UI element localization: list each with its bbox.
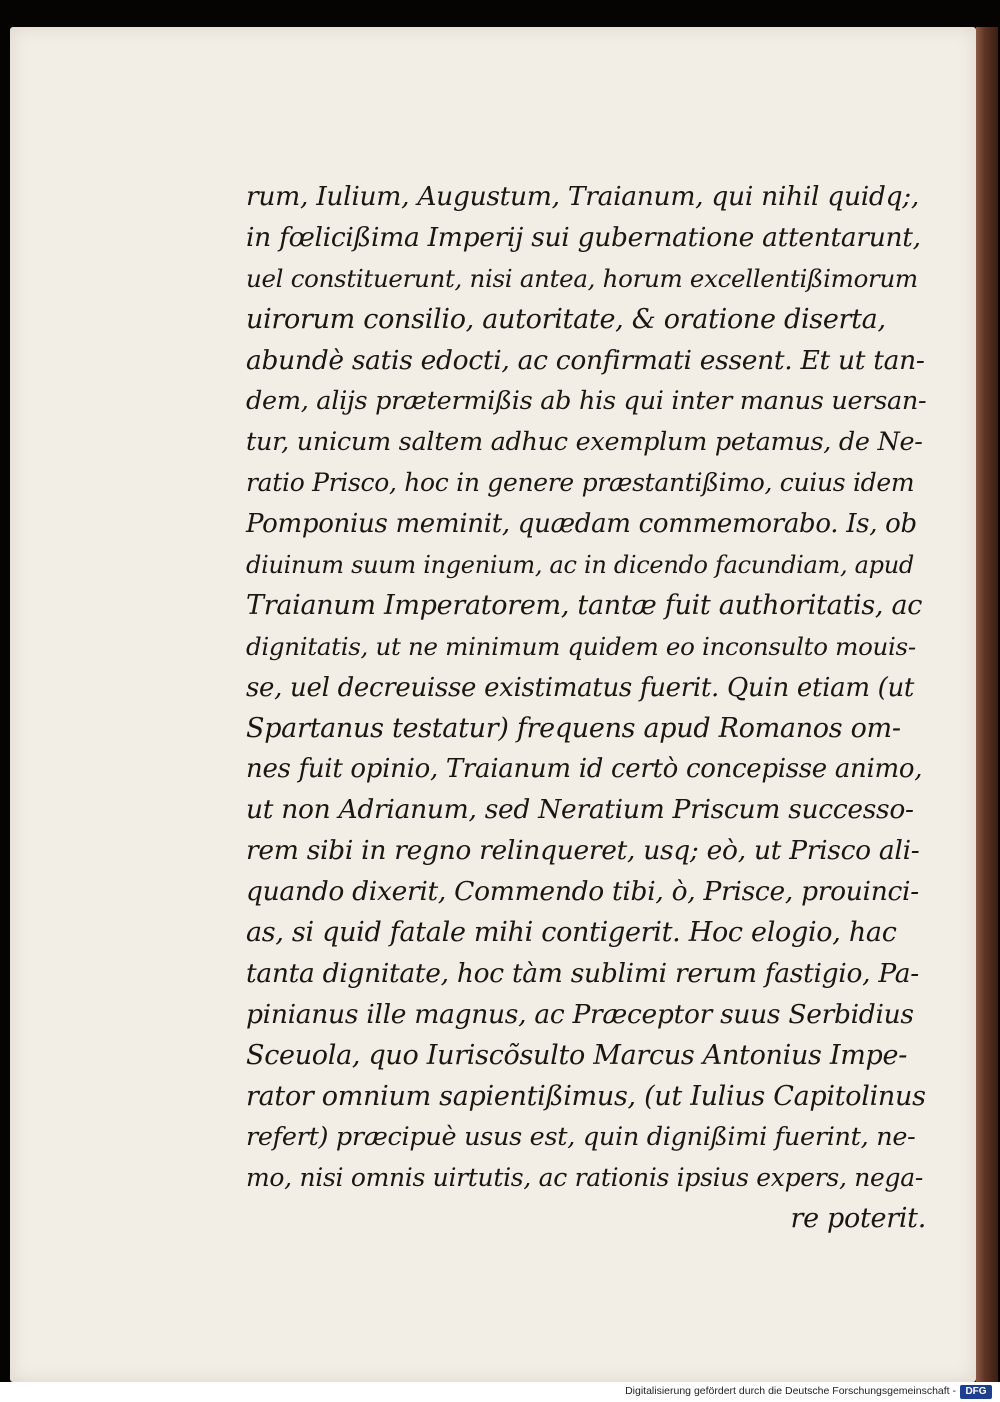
text-line: rem sibi in regno relinqueret, usq; eò, ut Prisco ali- <box>246 835 920 867</box>
text-line: uirorum consilio, autoritate, & oratione diserta, <box>246 303 886 335</box>
text-line: abundè satis edocti, ac confirmati essent. Et ut tan- <box>246 344 925 376</box>
book-page-edge <box>976 27 998 1382</box>
text-line: Pomponius meminit, quædam commemorabo. Is, ob <box>246 509 917 540</box>
text-line: ut non Adrianum, sed Neratium Priscum successo- <box>246 794 914 826</box>
text-line: in fœlicißima Imperij sui gubernatione attentarunt, <box>246 221 921 253</box>
text-line: diuinum suum ingenium, ac in dicendo facundiam, apud <box>246 551 914 580</box>
text-line: se, uel decreuisse existimatus fuerit. Quin etiam (ut <box>246 672 915 703</box>
text-line: mo, nisi omnis uirtutis, ac rationis ipsius expers, nega- <box>246 1163 924 1193</box>
text-line: dem, alijs prætermißis ab his qui inter manus uersan- <box>246 386 927 417</box>
text-line: rator omnium sapientißimus, (ut Iulius Capitolinus <box>246 1080 926 1112</box>
text-line: tanta dignitate, hoc tàm sublimi rerum fastigio, Pa- <box>246 957 919 989</box>
text-line: as, si quid fatale mihi contigerit. Hoc elogio, hac <box>246 917 897 949</box>
dfg-logo-icon: DFG <box>960 1385 992 1399</box>
digitization-footer <box>0 1382 1000 1402</box>
text-line: refert) præcipuè usus est, quin dignißimi fuerint, ne- <box>246 1122 916 1153</box>
page-text-block <box>246 177 926 1240</box>
text-line: Sceuola, quo Iuriscõsulto Marcus Antonius Impe- <box>246 1039 908 1071</box>
text-line: dignitatis, ut ne minimum quidem eo inconsulto mouis- <box>246 631 916 661</box>
text-line: ratio Prisco, hoc in genere præstantißimo, cuius idem <box>246 468 915 498</box>
text-line: nes fuit opinio, Traianum id certò concepisse animo, <box>246 754 923 785</box>
text-line: tur, unicum saltem adhuc exemplum petamus, de Ne- <box>246 427 923 458</box>
text-line: quando dixerit, Commendo tibi, ò, Prisce, prouinci- <box>246 876 919 908</box>
text-line: rum, Iulium, Augustum, Traianum, qui nihil quidq;, <box>246 181 919 212</box>
text-line: Traianum Imperatorem, tantæ fuit authoritatis, ac <box>246 589 923 621</box>
book-page <box>10 27 976 1382</box>
text-line: pinianus ille magnus, ac Præceptor suus Serbidius <box>246 998 914 1030</box>
text-line: uel constituerunt, nisi antea, horum excellentißimorum <box>246 263 918 293</box>
text-line: Spartanus testatur) frequens apud Romanos om- <box>246 712 901 744</box>
funding-credit: Digitalisierung gefördert durch die Deutsche Forschungsgemeinschaft - <box>625 1385 956 1397</box>
text-line-final: re poterit. <box>790 1203 926 1235</box>
